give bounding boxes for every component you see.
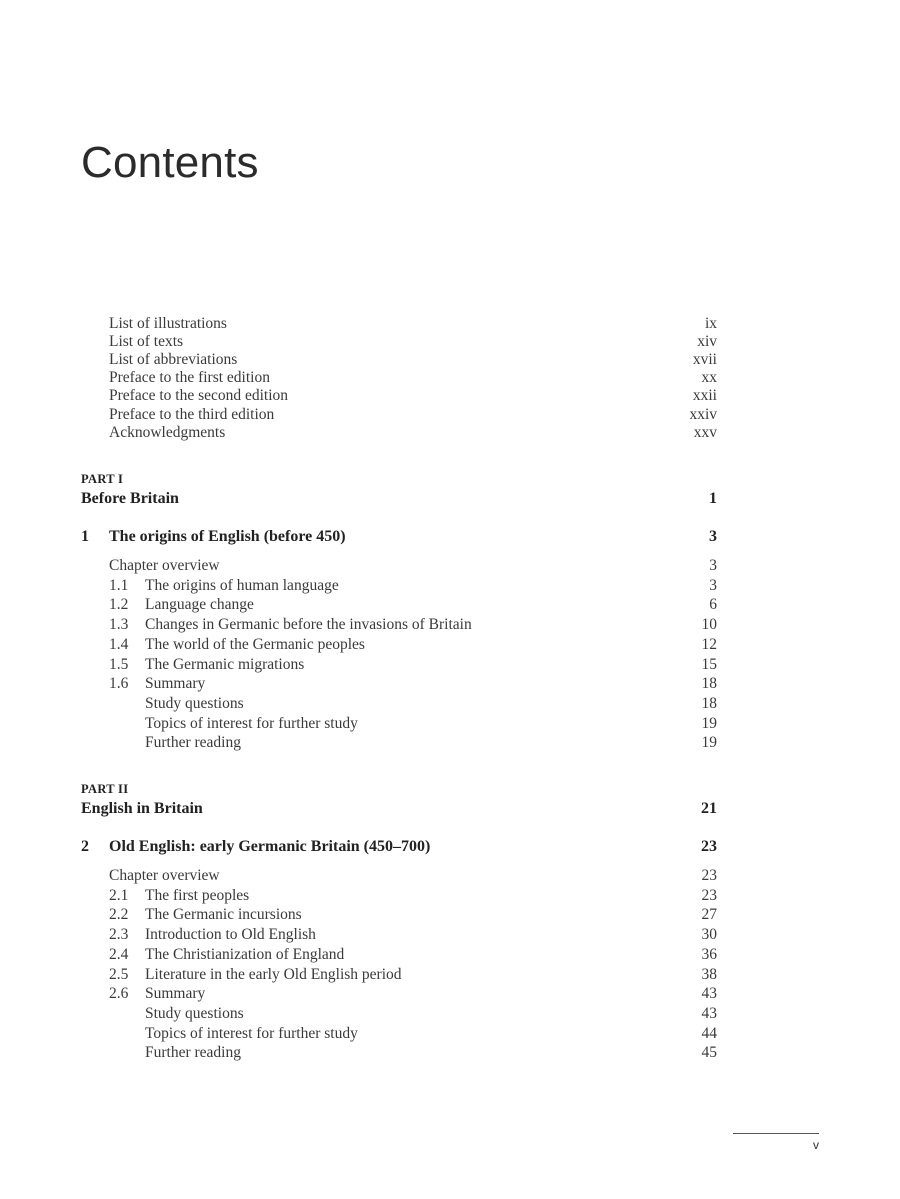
section-page: 12 [701, 635, 717, 653]
part-title: Before Britain [81, 490, 179, 507]
toc-entry [81, 615, 717, 635]
section-title: Literature in the early Old English period [145, 965, 402, 983]
toc-entry [81, 714, 717, 734]
toc-entry-page: xvii [692, 351, 717, 369]
section-title: Topics of interest for further study [145, 1024, 358, 1042]
section-page: 10 [701, 616, 717, 634]
part-page: 21 [701, 800, 717, 817]
toc-entry-page: xxv [693, 423, 717, 441]
toc-front-matter-item [81, 386, 717, 406]
part-page: 1 [709, 490, 717, 507]
toc-entry [81, 925, 717, 945]
section-page: 6 [709, 596, 717, 614]
chapter-title: Old English: early Germanic Britain (450–700) [109, 838, 431, 855]
section-title: Topics of interest for further study [145, 714, 358, 732]
section-title: The Germanic incursions [145, 906, 302, 924]
toc-entry [81, 635, 717, 655]
section-title: Summary [145, 675, 206, 693]
section-page: 30 [701, 926, 717, 944]
toc-front-matter-item [81, 405, 717, 425]
toc-entry [81, 576, 717, 596]
section-title: Summary [145, 985, 206, 1003]
part-title-row [81, 489, 717, 509]
section-page: 36 [701, 945, 717, 963]
section-title: Changes in Germanic before the invasions of Britain [145, 616, 472, 634]
toc-entry-label: List of abbreviations [109, 351, 238, 369]
section-title: Study questions [145, 1004, 244, 1022]
toc-entry [81, 694, 717, 714]
toc-entry-page: xxiv [689, 405, 717, 423]
section-title: Language change [145, 596, 254, 614]
section-number: 2.6 [109, 985, 129, 1003]
toc-entry [81, 556, 717, 576]
section-page: 43 [701, 985, 717, 1003]
toc-entry-page: xx [701, 369, 717, 387]
toc-entry [81, 945, 717, 965]
part-title: English in Britain [81, 800, 203, 817]
section-page: 3 [709, 557, 717, 574]
toc-front-matter-item [81, 332, 717, 352]
section-page: 27 [701, 906, 717, 924]
toc-entry [81, 886, 717, 906]
section-page: 18 [701, 675, 717, 693]
chapter-heading-row [81, 527, 717, 547]
toc-entry [81, 866, 717, 886]
toc-entry [81, 1024, 717, 1044]
chapter-number: 1 [81, 528, 89, 545]
section-page: 45 [701, 1044, 717, 1062]
footer-rule [733, 1133, 819, 1134]
toc-front-matter-item [81, 423, 717, 443]
section-page: 38 [701, 965, 717, 983]
section-number: 2.3 [109, 926, 129, 944]
section-page: 18 [701, 694, 717, 712]
toc-entry-label: Preface to the third edition [109, 405, 275, 423]
toc-entry [81, 905, 717, 925]
section-title: Further reading [145, 1044, 241, 1062]
section-number: 2.1 [109, 886, 129, 904]
chapter-page: 3 [709, 528, 717, 545]
section-page: 19 [701, 714, 717, 732]
toc-entry-label: List of texts [109, 333, 184, 351]
toc-front-matter-item [81, 314, 717, 334]
section-number: 1.6 [109, 675, 129, 693]
section-page: 23 [701, 867, 717, 884]
toc-entry [81, 595, 717, 615]
chapter-number: 2 [81, 838, 89, 855]
section-title: The Christianization of England [145, 945, 345, 963]
section-number: 1.3 [109, 616, 129, 634]
section-title: Study questions [145, 694, 244, 712]
part-title-row [81, 799, 717, 819]
chapter-heading-row [81, 837, 717, 857]
section-title: The origins of human language [145, 576, 339, 594]
toc-entry-page: xiv [697, 333, 717, 351]
section-page: 19 [701, 734, 717, 752]
section-title: Further reading [145, 734, 241, 752]
toc-entry [81, 1004, 717, 1024]
footer-page-number: v [813, 1138, 819, 1152]
section-title: Introduction to Old English [145, 926, 316, 944]
section-page: 44 [701, 1024, 717, 1042]
toc-entry [81, 1043, 717, 1063]
toc-entry-label: Preface to the first edition [109, 369, 270, 387]
toc-entry [81, 965, 717, 985]
chapter-title: The origins of English (before 450) [109, 528, 346, 545]
section-title: Chapter overview [109, 557, 220, 574]
section-page: 23 [701, 886, 717, 904]
section-number: 2.5 [109, 965, 129, 983]
section-title: The world of the Germanic peoples [145, 635, 365, 653]
section-page: 43 [701, 1004, 717, 1022]
chapter-page: 23 [701, 838, 717, 855]
toc-entry-page: xxii [692, 387, 717, 405]
toc-front-matter-item [81, 368, 717, 388]
toc-entry [81, 674, 717, 694]
section-title: Chapter overview [109, 867, 220, 884]
section-number: 1.4 [109, 635, 129, 653]
toc-entry [81, 655, 717, 675]
section-title: The first peoples [145, 886, 250, 904]
section-number: 1.5 [109, 655, 129, 673]
section-number: 2.4 [109, 945, 129, 963]
section-page: 15 [701, 655, 717, 673]
page-title: Contents [81, 138, 259, 187]
section-number: 1.1 [109, 576, 129, 594]
part-label: PART I [81, 472, 124, 486]
toc-entry [81, 984, 717, 1004]
part-label: PART II [81, 782, 129, 796]
toc-entry-label: Preface to the second edition [109, 387, 289, 405]
toc-entry-label: Acknowledgments [109, 423, 226, 441]
toc-entry [81, 733, 717, 753]
section-number: 2.2 [109, 906, 129, 924]
toc-front-matter-item [81, 350, 717, 370]
toc-entry-page: ix [704, 315, 717, 332]
section-page: 3 [709, 576, 717, 594]
toc-entry-label: List of illustrations [109, 315, 227, 332]
section-number: 1.2 [109, 596, 129, 614]
section-title: The Germanic migrations [145, 655, 305, 673]
